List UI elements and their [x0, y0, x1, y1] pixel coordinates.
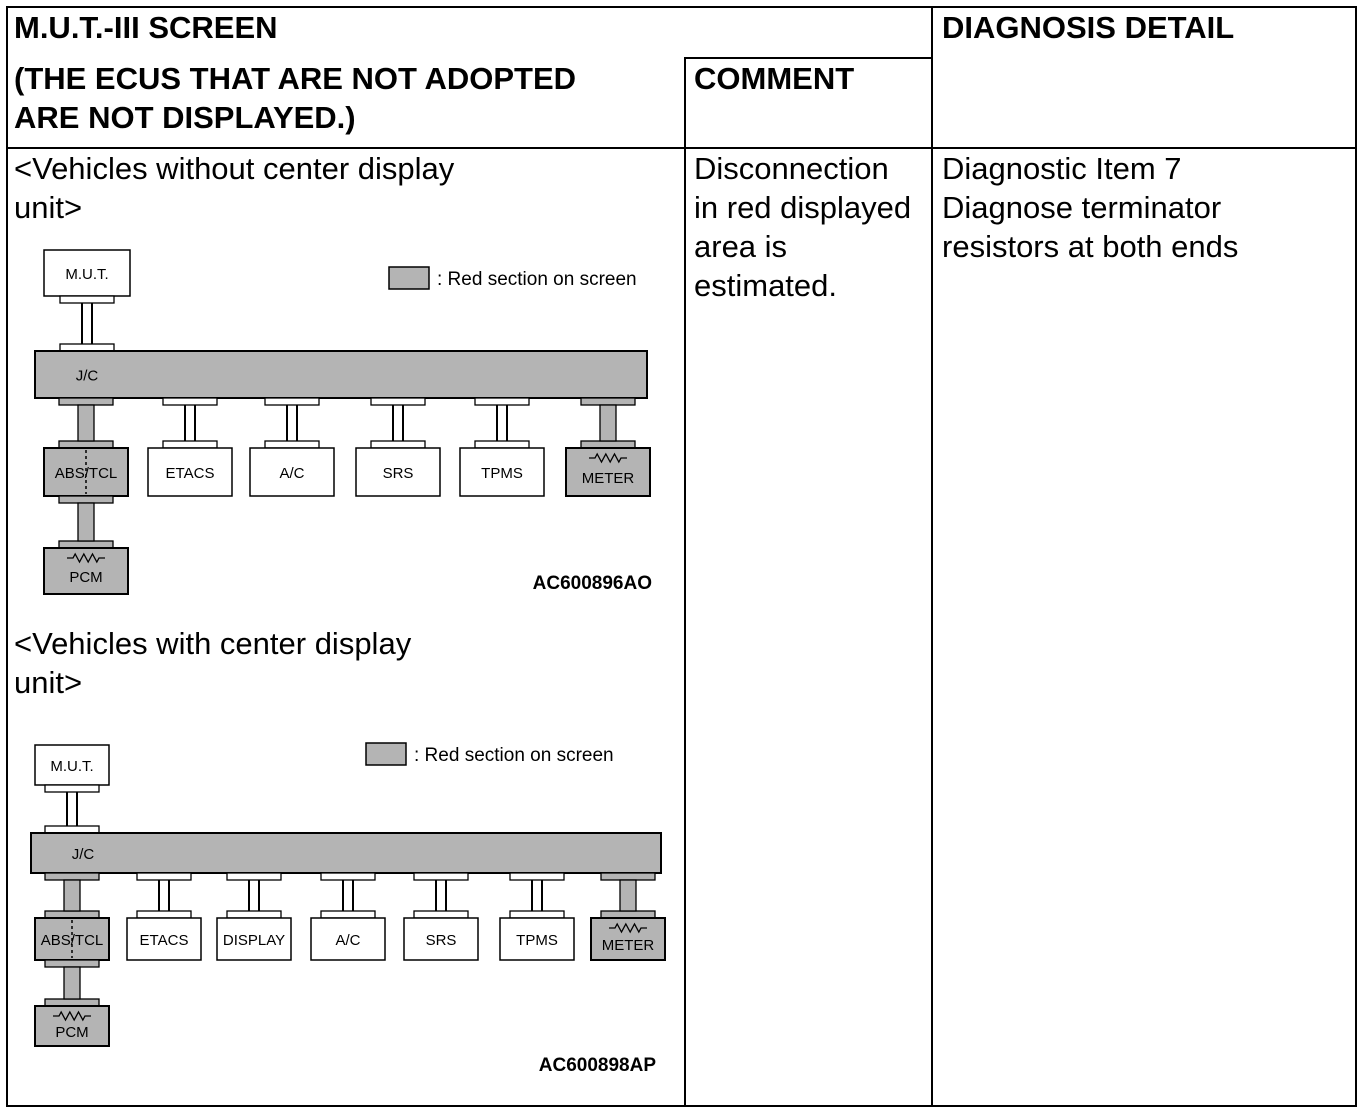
- ecu-link-plate-bottom: [510, 911, 564, 918]
- ecu-label: A/C: [335, 932, 361, 949]
- jc-label: J/C: [71, 846, 95, 863]
- figure-code: AC600896AO: [532, 573, 652, 594]
- ecu-link-plate-bottom: [227, 911, 281, 918]
- ecu-link-plate-top: [475, 398, 529, 405]
- ecu-label: METER: [581, 470, 635, 487]
- ecu-label: SRS: [425, 932, 457, 949]
- ecu-label: METER: [601, 937, 655, 954]
- pcm-link-wire: [64, 967, 80, 999]
- ecu-link-wire: [620, 880, 636, 911]
- mut-link-plate-bottom: [45, 826, 99, 833]
- pcm-label: PCM: [55, 1024, 89, 1041]
- screen-column-title: M.U.T.-III SCREEN: [14, 10, 278, 45]
- ecu-label: A/C: [279, 465, 305, 482]
- ecu-label: ABS/TCL: [54, 465, 118, 482]
- ecu-label: ETACS: [165, 465, 215, 482]
- ecu-link-plate-bottom: [163, 441, 217, 448]
- ecu-label: TPMS: [481, 465, 523, 482]
- ecu-link-plate-top: [265, 398, 319, 405]
- variant2-label-line1: <Vehicles with center display: [14, 626, 412, 661]
- ecu-link-wire: [64, 880, 80, 911]
- legend-swatch: [389, 267, 429, 289]
- ecu-link-plate-bottom: [371, 441, 425, 448]
- mut-label: M.U.T.: [50, 758, 94, 775]
- ecu-label: TPMS: [516, 932, 558, 949]
- variant2-label-line2: unit>: [14, 665, 83, 700]
- ecu-link-plate-top: [510, 873, 564, 880]
- variant1-label-line2: unit>: [14, 190, 83, 225]
- ecu-link-plate-bottom: [601, 911, 655, 918]
- comment-line: estimated.: [694, 268, 838, 303]
- screen-column-note-line2: ARE NOT DISPLAYED.): [14, 100, 356, 135]
- ecu-link-plate-top: [601, 873, 655, 880]
- ecu-link-plate-top: [227, 873, 281, 880]
- diagnosis-column-title: DIAGNOSIS DETAIL: [942, 10, 1235, 45]
- ecu-link-wire: [78, 405, 94, 441]
- ecu-label: DISPLAY: [222, 932, 286, 949]
- ecu-link-plate-top: [45, 873, 99, 880]
- comment-column-title: COMMENT: [694, 61, 855, 96]
- comment-line: area is: [694, 229, 788, 264]
- pcm-link-wire: [78, 503, 94, 541]
- ecu-link-wire: [600, 405, 616, 441]
- mut-link-plate-top: [60, 296, 114, 303]
- comment-line: Disconnection: [694, 151, 889, 186]
- legend-swatch: [366, 743, 406, 765]
- ecu-link-plate-top: [414, 873, 468, 880]
- pcm-link-plate-top: [59, 496, 113, 503]
- ecu-link-plate-bottom: [59, 441, 113, 448]
- jc-bus: [31, 833, 661, 873]
- figure-code: AC600898AP: [538, 1055, 656, 1076]
- variant1-label-line1: <Vehicles without center display: [14, 151, 455, 186]
- ecu-link-plate-bottom: [414, 911, 468, 918]
- ecu-label: ABS/TCL: [40, 932, 104, 949]
- diagnosis-line: Diagnostic Item 7: [942, 151, 1182, 186]
- jc-bus: [35, 351, 647, 398]
- ecu-label: ETACS: [139, 932, 189, 949]
- ecu-link-plate-top: [581, 398, 635, 405]
- pcm-link-plate-bottom: [45, 999, 99, 1006]
- legend-text: : Red section on screen: [437, 269, 637, 290]
- mut-label: M.U.T.: [65, 266, 109, 283]
- ecu-link-plate-bottom: [321, 911, 375, 918]
- legend-text: : Red section on screen: [414, 745, 614, 766]
- ecu-link-plate-bottom: [475, 441, 529, 448]
- pcm-label: PCM: [69, 569, 103, 586]
- pcm-link-plate-bottom: [59, 541, 113, 548]
- screen-column-note-line1: (THE ECUS THAT ARE NOT ADOPTED: [14, 61, 577, 96]
- diagnosis-line: resistors at both ends: [942, 229, 1239, 264]
- ecu-link-plate-top: [321, 873, 375, 880]
- ecu-link-plate-bottom: [45, 911, 99, 918]
- ecu-link-plate-top: [371, 398, 425, 405]
- ecu-link-plate-bottom: [137, 911, 191, 918]
- pcm-link-plate-top: [45, 960, 99, 967]
- jc-label: J/C: [75, 367, 99, 385]
- ecu-link-plate-top: [137, 873, 191, 880]
- mut-link-plate-bottom: [60, 344, 114, 351]
- ecu-link-plate-bottom: [265, 441, 319, 448]
- diagnosis-line: Diagnose terminator: [942, 190, 1222, 225]
- ecu-label: SRS: [382, 465, 414, 482]
- comment-line: in red displayed: [694, 190, 912, 225]
- ecu-link-plate-bottom: [581, 441, 635, 448]
- mut-link-plate-top: [45, 785, 99, 792]
- ecu-link-plate-top: [59, 398, 113, 405]
- ecu-link-plate-top: [163, 398, 217, 405]
